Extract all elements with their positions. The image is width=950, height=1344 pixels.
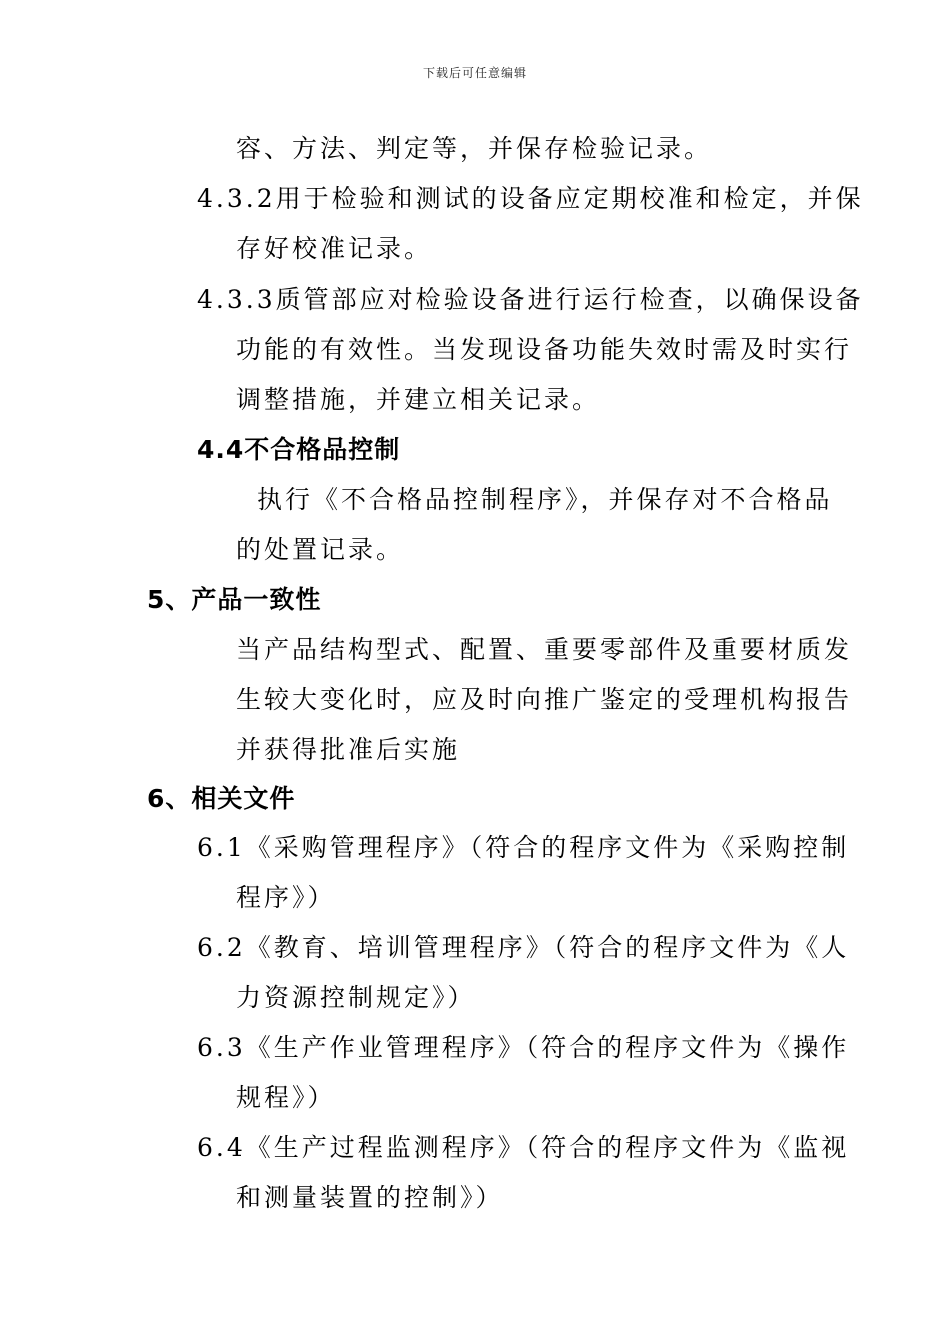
body-line: 4.3.3质管部应对检验设备进行运行检查，以确保设备 xyxy=(197,285,864,314)
body-line: 力资源控制规定》） xyxy=(236,983,476,1012)
section-heading-6: 6、相关文件 xyxy=(147,784,296,813)
body-line: 调整措施，并建立相关记录。 xyxy=(236,385,601,414)
page-header: 下载后可任意编辑 xyxy=(422,66,527,80)
section-heading-5: 5、产品一致性 xyxy=(147,585,322,614)
body-line: 并获得批准后实施 xyxy=(236,735,461,764)
body-line: 规程》） xyxy=(236,1083,336,1112)
body-line: 执行《不合格品控制程序》，并保存对不合格品 xyxy=(257,485,833,514)
body-line: 当产品结构型式、配置、重要零部件及重要材质发 xyxy=(236,635,853,664)
body-line: 的处置记录。 xyxy=(236,535,405,564)
body-line: 6.4《生产过程监测程序》（符合的程序文件为《监视 xyxy=(197,1133,850,1162)
section-heading-4-4: 4.4不合格品控制 xyxy=(197,435,401,464)
body-line: 生较大变化时，应及时向推广鉴定的受理机构报告 xyxy=(236,685,853,714)
body-line: 程序》） xyxy=(236,883,336,912)
body-line: 容、方法、判定等，并保存检验记录。 xyxy=(236,134,713,163)
body-line: 6.1《采购管理程序》（符合的程序文件为《采购控制 xyxy=(197,833,850,862)
body-line: 6.2《教育、培训管理程序》（符合的程序文件为《人 xyxy=(197,933,850,962)
body-line: 6.3《生产作业管理程序》（符合的程序文件为《操作 xyxy=(197,1033,850,1062)
body-line: 功能的有效性。当发现设备功能失效时需及时实行 xyxy=(236,335,853,364)
body-line: 4.3.2用于检验和测试的设备应定期校准和检定，并保 xyxy=(197,184,864,213)
body-line: 和测量装置的控制》） xyxy=(236,1183,504,1212)
body-line: 存好校准记录。 xyxy=(236,234,433,263)
